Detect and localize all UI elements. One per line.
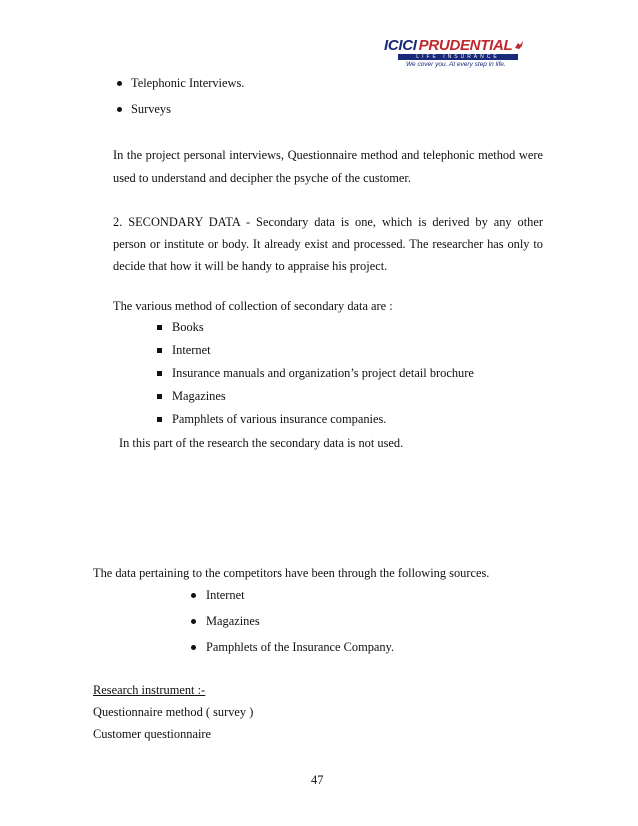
paragraph-line: decide that how it will be handy to appraise his project. bbox=[113, 259, 388, 273]
secondary-intro: The various method of collection of secondary data are : bbox=[113, 299, 393, 313]
logo-band: LIFE INSURANCE bbox=[398, 54, 518, 60]
bullet-square bbox=[157, 371, 162, 376]
secondary-note: In this part of the research the secondary data is not used. bbox=[119, 436, 404, 450]
list-item: Internet bbox=[172, 343, 211, 357]
list-item: Magazines bbox=[172, 389, 226, 403]
paragraph-line: 2. SECONDARY DATA - Secondary data is one, which is derived by any other bbox=[113, 215, 543, 229]
logo-brand-icici: ICICI bbox=[384, 36, 417, 54]
icici-prudential-logo bbox=[384, 36, 544, 72]
bullet-item: Telephonic Interviews. bbox=[131, 76, 245, 90]
bullet-disc bbox=[191, 593, 196, 598]
research-heading: Research instrument :- bbox=[93, 683, 206, 697]
page-number: 47 bbox=[311, 773, 324, 787]
logo-brand-prudential: PRUDENTIAL bbox=[418, 36, 513, 54]
source-item: Internet bbox=[206, 588, 245, 602]
research-line: Questionnaire method ( survey ) bbox=[93, 705, 254, 719]
bullet-square bbox=[157, 417, 162, 422]
research-line: Customer questionnaire bbox=[93, 727, 212, 741]
bullet-disc bbox=[117, 107, 122, 112]
source-item: Pamphlets of the Insurance Company. bbox=[206, 640, 395, 654]
bullet-disc bbox=[191, 645, 196, 650]
list-item: Pamphlets of various insurance companies. bbox=[172, 412, 387, 426]
bullet-square bbox=[157, 348, 162, 353]
bullet-item: Surveys bbox=[131, 102, 171, 116]
bullet-disc bbox=[117, 81, 122, 86]
competitors-intro: The data pertaining to the competitors have been through the following sources. bbox=[93, 566, 490, 580]
lion-emblem-icon bbox=[514, 40, 524, 50]
paragraph-line: person or institute or body. It already exist and processed. The researcher has only to bbox=[113, 237, 543, 251]
paragraph-line: used to understand and decipher the psyche of the customer. bbox=[113, 171, 411, 185]
bullet-square bbox=[157, 394, 162, 399]
logo-tagline: We cover you. At every step in life. bbox=[406, 61, 506, 68]
paragraph-line: In the project personal interviews, Questionnaire method and telephonic method were bbox=[113, 148, 543, 162]
bullet-disc bbox=[191, 619, 196, 624]
source-item: Magazines bbox=[206, 614, 260, 628]
list-item: Insurance manuals and organization’s project detail brochure bbox=[172, 366, 474, 380]
bullet-square bbox=[157, 325, 162, 330]
list-item: Books bbox=[172, 320, 204, 334]
